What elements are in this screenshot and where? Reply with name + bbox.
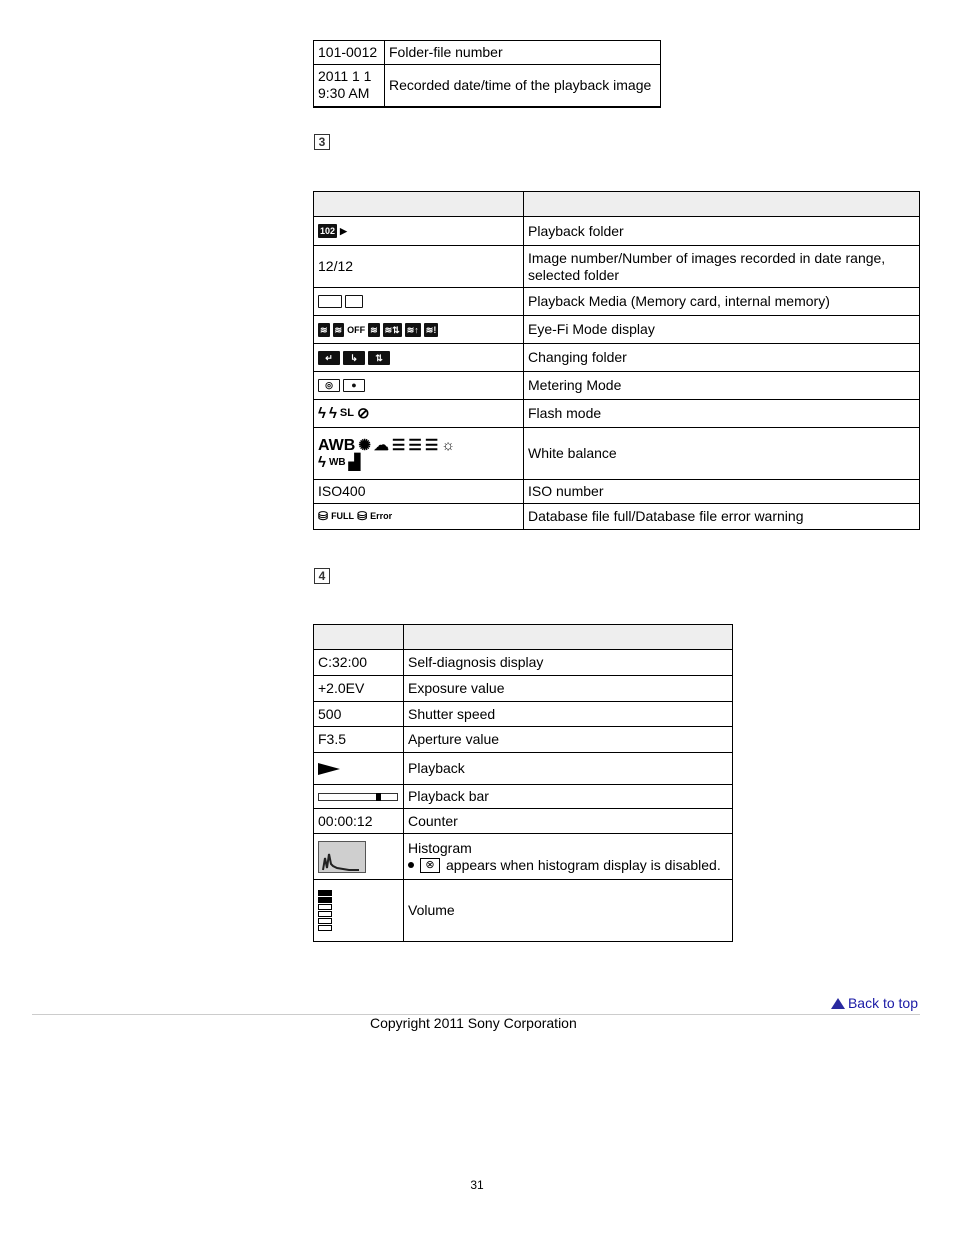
- table-header-row: [314, 192, 920, 217]
- eyefi-icon: ≋: [320, 324, 328, 335]
- histogram-note-text: appears when histogram display is disabled.: [446, 856, 721, 873]
- meaning-cell: Eye-Fi Mode display: [524, 316, 920, 344]
- eyefi-standby-icon: ≋: [370, 324, 378, 335]
- header-meaning: [404, 625, 733, 650]
- time-text: 9:30 AM: [318, 85, 370, 102]
- eyefi-upload-icon: ≋↑: [406, 324, 419, 335]
- meaning-cell: Image number/Number of images recorded in date range, selected folder: [524, 246, 920, 288]
- back-to-top-link[interactable]: [831, 995, 918, 1011]
- wb-flash-label: WB: [328, 456, 346, 468]
- bullet-dot: [408, 862, 414, 868]
- table-row: [314, 246, 920, 288]
- meaning-cell: Metering Mode: [524, 372, 920, 400]
- table-row: [314, 41, 661, 65]
- database-error-label: Error: [370, 511, 393, 521]
- histogram-note: [408, 857, 728, 874]
- header-meaning: [524, 192, 920, 217]
- table-row: [314, 727, 733, 753]
- histogram-graphic: [319, 842, 365, 872]
- database-full-label: FULL: [331, 511, 355, 521]
- indicator-cell: F3.5: [314, 727, 404, 753]
- table-row: [314, 428, 920, 480]
- display-indicator-table-3: [313, 191, 920, 530]
- meaning-cell: Changing folder: [524, 344, 920, 372]
- meaning-cell: Playback folder: [524, 217, 920, 246]
- indicator-cell: [314, 316, 524, 344]
- table-row: [314, 344, 920, 372]
- indicator-cell: [314, 400, 524, 428]
- volume-bar: [318, 897, 332, 903]
- wb-fluorescent1-icon: ☰: [391, 436, 406, 454]
- meaning-cell: Playback Media (Memory card, internal memory): [524, 288, 920, 316]
- wb-fluorescent3-icon: ☰: [424, 436, 439, 454]
- volume-bar: [318, 918, 332, 924]
- meaning-cell: White balance: [524, 428, 920, 480]
- copyright-text: Copyright 2011 Sony Corporation: [370, 1015, 577, 1031]
- playback-bar-knob: [376, 793, 381, 801]
- histogram-label: Histogram: [408, 839, 472, 856]
- indicator-cell: [314, 288, 524, 316]
- wb-fluorescent2-icon: ☰: [408, 436, 422, 454]
- arrow-right-icon: ▶: [340, 225, 347, 236]
- volume-icon: [318, 890, 399, 931]
- table-row: [314, 372, 920, 400]
- database-full-icon: ⛁: [318, 509, 329, 523]
- indicator-cell: [314, 217, 524, 246]
- meaning-cell: Exposure value: [404, 676, 733, 702]
- meaning-cell: Playback bar: [404, 785, 733, 809]
- folder-forward-icon: ↳: [343, 351, 365, 365]
- indicator-cell: [314, 753, 404, 785]
- indicator-cell: [314, 785, 404, 809]
- section-number-4: 4: [314, 568, 330, 584]
- header-indicator: [314, 625, 404, 650]
- meaning-cell: ISO number: [524, 480, 920, 504]
- indicator-cell: [314, 504, 524, 530]
- table-row: [314, 753, 733, 785]
- meaning-cell: Flash mode: [524, 400, 920, 428]
- indicator-cell: 00:00:12: [314, 809, 404, 834]
- folder-back-icon: ↵: [318, 351, 340, 365]
- meaning-cell: Shutter speed: [404, 702, 733, 727]
- table-row: [314, 504, 920, 530]
- indicator-cell: ISO400: [314, 480, 524, 504]
- indicator-cell: C:32:00: [314, 650, 404, 676]
- table-row: [314, 316, 920, 344]
- table-row: [314, 650, 733, 676]
- table-row: [314, 702, 733, 727]
- meaning-cell: Database file full/Database file error warning: [524, 504, 920, 530]
- back-to-top-label: Back to top: [847, 995, 918, 1011]
- table-row: [314, 288, 920, 316]
- meaning-cell: Aperture value: [404, 727, 733, 753]
- indicator-cell: [314, 372, 524, 400]
- meaning-cell: Playback: [404, 753, 733, 785]
- wb-daylight-icon: ✺: [358, 436, 371, 454]
- meaning-cell: Volume: [404, 880, 733, 942]
- eyefi-transfer-icon: ≋⇅: [384, 324, 400, 335]
- flash-auto-icon: ϟ: [318, 405, 326, 422]
- histogram-icon: [318, 841, 366, 873]
- meaning-cell: Folder-file number: [385, 41, 661, 65]
- wb-incandescent-icon: ☼: [441, 436, 456, 454]
- table-row: [314, 809, 733, 834]
- indicator-cell: 12/12: [314, 246, 524, 288]
- table-row: [314, 217, 920, 246]
- header-indicator: [314, 192, 524, 217]
- flash-off-icon: ⊘: [356, 405, 370, 422]
- meaning-cell: [404, 834, 733, 880]
- volume-bar: [318, 911, 332, 917]
- table-row: [314, 65, 661, 107]
- eyefi-off-icon: ≋: [334, 324, 343, 335]
- table-row: [314, 400, 920, 428]
- playback-folder-icon: 102: [320, 226, 336, 236]
- playback-icon: [318, 763, 340, 775]
- internal-memory-icon: [345, 295, 363, 308]
- playback-bar-icon: [318, 793, 398, 801]
- display-indicator-table-4: [313, 624, 733, 942]
- wb-auto-icon: AWB: [318, 436, 356, 454]
- indicator-cell: [314, 344, 524, 372]
- indicator-cell: [314, 834, 404, 880]
- volume-bar: [318, 904, 332, 910]
- section-number-3: 3: [314, 134, 330, 150]
- wb-custom-icon: ▟: [348, 453, 361, 471]
- metering-multi-icon: ◎: [318, 379, 340, 392]
- indicator-cell: 101-0012: [314, 41, 385, 65]
- triangle-up-icon: [831, 998, 845, 1009]
- date-text: 2011 1 1: [318, 68, 372, 85]
- eyefi-error-icon: ≋!: [425, 324, 437, 335]
- meaning-cell: Self-diagnosis display: [404, 650, 733, 676]
- wb-cloudy-icon: ☁: [373, 436, 389, 454]
- indicator-cell: [314, 65, 385, 107]
- histogram-disabled-icon: ⊗: [420, 858, 440, 873]
- table-row: [314, 676, 733, 702]
- page-number: 31: [470, 1178, 484, 1192]
- metering-spot-icon: ●: [343, 379, 365, 392]
- memory-card-icon: [318, 295, 342, 308]
- wb-flash-icon: ϟ: [318, 453, 326, 471]
- table-header-row: [314, 625, 733, 650]
- volume-bar: [318, 925, 332, 931]
- meaning-cell: Recorded date/time of the playback image: [385, 65, 661, 107]
- table-row: [314, 480, 920, 504]
- indicator-cell: 500: [314, 702, 404, 727]
- indicator-cell: [314, 428, 524, 480]
- folder-both-icon: ⇅: [368, 351, 390, 365]
- table-row: [314, 834, 733, 880]
- meaning-cell: Counter: [404, 809, 733, 834]
- indicator-cell: +2.0EV: [314, 676, 404, 702]
- table-row: [314, 785, 733, 809]
- flash-slow-sync-icon: ϟ: [328, 405, 337, 422]
- database-error-icon: ⛁: [357, 509, 368, 523]
- folder-date-table: [313, 40, 661, 108]
- volume-bar: [318, 890, 332, 896]
- table-row: [314, 880, 733, 942]
- eyefi-off-label: OFF: [347, 324, 366, 335]
- indicator-cell: [314, 880, 404, 942]
- flash-slow-sync-label: SL: [339, 407, 354, 419]
